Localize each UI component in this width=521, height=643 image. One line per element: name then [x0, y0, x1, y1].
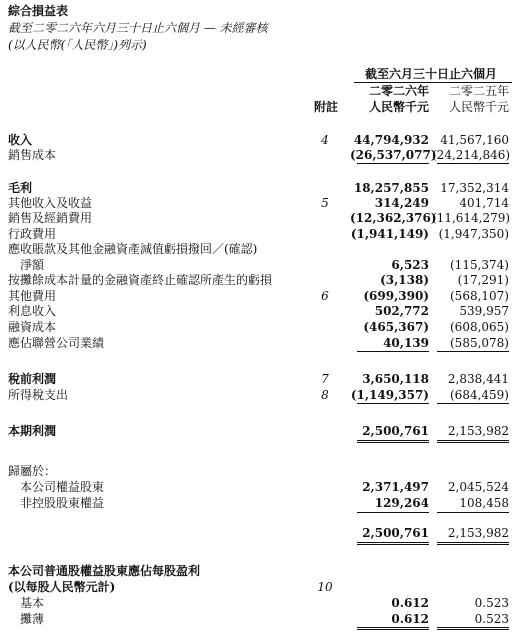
- row-value-2025: (608,065): [450, 320, 509, 334]
- row-label-diluted: 攤薄: [20, 612, 45, 626]
- row-value-2026: (3,138): [380, 273, 429, 287]
- row-label-attributable-to: 歸屬於：: [8, 464, 57, 478]
- row-value-2026: 314,249: [374, 196, 429, 210]
- row-note: 8: [321, 388, 329, 402]
- row-value-2026: 502,772: [374, 304, 429, 318]
- row-note: 7: [321, 372, 329, 386]
- row-note: 4: [321, 133, 329, 147]
- row-value-2026: (1,149,357): [350, 388, 429, 402]
- row-value-2025: (115,374): [450, 258, 509, 272]
- subtotal-rule: [357, 163, 429, 164]
- row-value-2026: (465,367): [363, 320, 429, 334]
- row-label-interest-income: 利息收入: [8, 304, 57, 318]
- total-double-rule: [357, 440, 429, 443]
- header-col1-year: 二零二六年: [368, 84, 429, 98]
- row-value-2026: 0.612: [391, 612, 429, 626]
- row-label-profit-before-tax: 稅前利潤: [8, 372, 57, 386]
- row-value-2025: 17,352,314: [440, 181, 509, 195]
- row-label-eps-unit: (以每股人民幣元計): [8, 580, 116, 594]
- subtotal-rule: [437, 403, 509, 404]
- row-label-impairment: 應收賬款及其他金融資產減值虧損撥回／(確認): [8, 242, 258, 256]
- row-value-2026: 44,794,932: [353, 133, 429, 147]
- row-value-2026: (12,362,376): [350, 211, 437, 225]
- row-note: 6: [321, 289, 329, 303]
- row-value-2026: 3,650,118: [362, 372, 429, 386]
- row-value-2025: 2,153,982: [447, 424, 509, 438]
- row-label-other-expenses: 其他費用: [8, 289, 57, 303]
- row-value-2026: 2,500,761: [362, 424, 429, 438]
- header-period: 截至六月三十日止六個月: [364, 67, 497, 81]
- row-label-non-controlling: 非控股股東權益: [20, 496, 105, 510]
- row-label-revenue: 收入: [8, 133, 33, 147]
- subtotal-rule: [437, 512, 509, 513]
- row-value-2025: 2,045,524: [447, 480, 509, 494]
- row-label-cost-of-sales: 銷售成本: [8, 148, 57, 162]
- row-value-2025: (17,291): [457, 273, 509, 287]
- total-double-rule: [437, 440, 509, 443]
- row-note: 10: [317, 580, 333, 594]
- row-value-2025: (585,078): [450, 336, 509, 350]
- row-value-2026: (1,941,149): [350, 227, 429, 241]
- header-col1-unit: 人民幣千元: [368, 100, 429, 114]
- subtotal-rule: [357, 351, 429, 352]
- row-value-2025: (568,107): [450, 289, 509, 303]
- header-period-rule: [354, 82, 512, 83]
- subtotal-rule: [357, 403, 429, 404]
- header-col2-unit: 人民幣千元: [448, 100, 509, 114]
- total-double-rule: [437, 542, 509, 545]
- row-label-gross-profit: 毛利: [8, 181, 33, 195]
- header-col2-year: 二零二五年: [448, 84, 509, 98]
- statement-currency-subtitle: (以人民幣(「人民幣」)列示): [8, 38, 147, 52]
- row-value-2026: 2,371,497: [362, 480, 429, 494]
- row-value-2025: (24,214,846): [432, 148, 511, 162]
- row-label-other-income: 其他收入及收益: [8, 196, 93, 210]
- row-value-2025: 2,153,982: [447, 526, 509, 540]
- row-value-2026: 2,500,761: [362, 526, 429, 540]
- total-double-rule: [357, 542, 429, 545]
- row-value-2026: (26,537,077): [350, 148, 437, 162]
- row-value-2026: 0.612: [391, 596, 429, 610]
- total-double-rule: [357, 627, 429, 630]
- row-value-2025: 2,838,441: [447, 372, 509, 386]
- row-value-2025: 0.523: [474, 596, 509, 610]
- row-value-2026: (699,390): [363, 289, 429, 303]
- row-value-2025: 41,567,160: [440, 133, 509, 147]
- row-label-income-tax: 所得稅支出: [8, 388, 69, 402]
- row-value-2025: 0.523: [474, 612, 509, 626]
- statement-period-subtitle: 截至二零二六年六月三十日止六個月 — 未經審核: [8, 21, 268, 35]
- row-value-2025: (1,947,350): [438, 227, 509, 241]
- row-label-basic: 基本: [20, 596, 45, 610]
- row-label-finance-costs: 融資成本: [8, 320, 57, 334]
- row-label-impairment-net: 淨額: [20, 258, 45, 272]
- row-value-2025: (684,459): [450, 388, 509, 402]
- row-label-profit-for-period: 本期利潤: [8, 424, 57, 438]
- total-double-rule: [437, 627, 509, 630]
- row-value-2026: 6,523: [391, 258, 429, 272]
- row-value-2026: 18,257,855: [353, 181, 429, 195]
- row-value-2026: 40,139: [383, 336, 429, 350]
- row-label-derecognition-loss: 按攤餘成本計量的金融資產終止確認所產生的虧損: [8, 273, 273, 287]
- row-value-2025: 401,714: [459, 196, 509, 210]
- header-note: 附註: [314, 100, 339, 114]
- row-value-2026: 129,264: [374, 496, 429, 510]
- row-label-associates: 應佔聯營公司業績: [8, 336, 105, 350]
- row-value-2025: 108,458: [459, 496, 509, 510]
- statement-title: 綜合損益表: [8, 4, 69, 18]
- row-value-2025: 539,957: [459, 304, 509, 318]
- subtotal-rule: [357, 512, 429, 513]
- row-label-selling-expenses: 銷售及經銷費用: [8, 211, 93, 225]
- row-label-equity-shareholders: 本公司權益股東: [20, 480, 105, 494]
- subtotal-rule: [437, 163, 509, 164]
- row-label-eps-heading: 本公司普通股權益股東應佔每股盈利: [8, 564, 201, 578]
- row-label-admin-expenses: 行政費用: [8, 227, 57, 241]
- row-note: 5: [321, 196, 329, 210]
- subtotal-rule: [437, 351, 509, 352]
- row-value-2025: (11,614,279): [432, 211, 511, 225]
